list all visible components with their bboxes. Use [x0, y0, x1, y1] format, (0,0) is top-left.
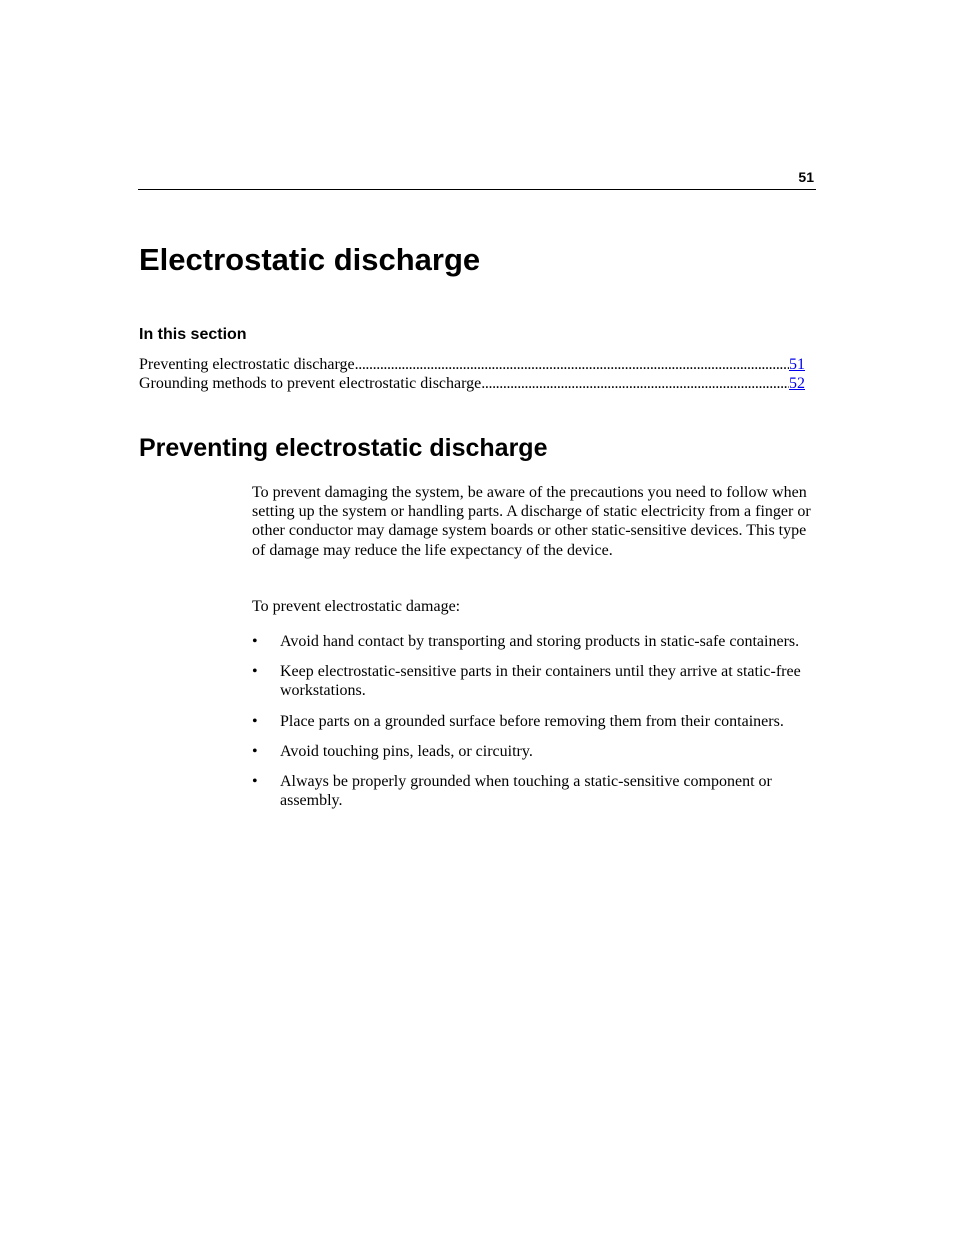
- header-rule: [138, 189, 816, 190]
- list-item-text: Place parts on a grounded surface before removing them from their containers.: [280, 712, 784, 730]
- toc-leader-dots: [481, 374, 789, 393]
- toc-entry[interactable]: [139, 355, 805, 374]
- list-item: [252, 632, 814, 651]
- toc-page-link[interactable]: 51: [789, 356, 805, 373]
- toc-entry[interactable]: [139, 374, 805, 393]
- page-number: 51: [798, 169, 814, 185]
- list-item-text: Always be properly grounded when touching a static-sensitive component or assembly.: [280, 773, 772, 810]
- toc-leader-dots: [355, 355, 789, 374]
- section-title: Preventing electrostatic discharge: [139, 434, 548, 462]
- list-item: [252, 742, 814, 761]
- bullet-icon: •: [252, 712, 258, 730]
- precautions-list: [252, 632, 814, 821]
- chapter-title: Electrostatic discharge: [139, 242, 481, 277]
- bullet-icon: •: [252, 773, 258, 791]
- intro-paragraph: To prevent damaging the system, be aware of the precautions you need to follow when setting up the system or handling parts. A discharge of static electricity from a finger or other conductor may damage system boards or other static-sensitive devices. This type of damage may reduce the life expectancy of the device.: [252, 484, 811, 559]
- list-item: [252, 712, 814, 731]
- list-item: [252, 772, 814, 810]
- toc-page-link[interactable]: 52: [789, 375, 805, 392]
- bullet-icon: •: [252, 742, 258, 760]
- toc-entry-label[interactable]: Preventing electrostatic discharge: [139, 356, 355, 373]
- list-item-text: Keep electrostatic-sensitive parts in their containers until they arrive at static-free workstations.: [280, 663, 801, 700]
- list-item-text: Avoid hand contact by transporting and storing products in static-safe containers.: [280, 633, 800, 650]
- table-of-contents: [139, 355, 805, 393]
- toc-entry-label[interactable]: Grounding methods to prevent electrostatic discharge: [139, 375, 482, 392]
- bullet-icon: •: [252, 663, 258, 681]
- list-item-text: Avoid touching pins, leads, or circuitry.: [280, 742, 533, 760]
- toc-heading: In this section: [139, 326, 247, 343]
- lead-paragraph: To prevent electrostatic damage:: [252, 598, 461, 615]
- bullet-icon: •: [252, 633, 258, 650]
- list-item: [252, 662, 814, 700]
